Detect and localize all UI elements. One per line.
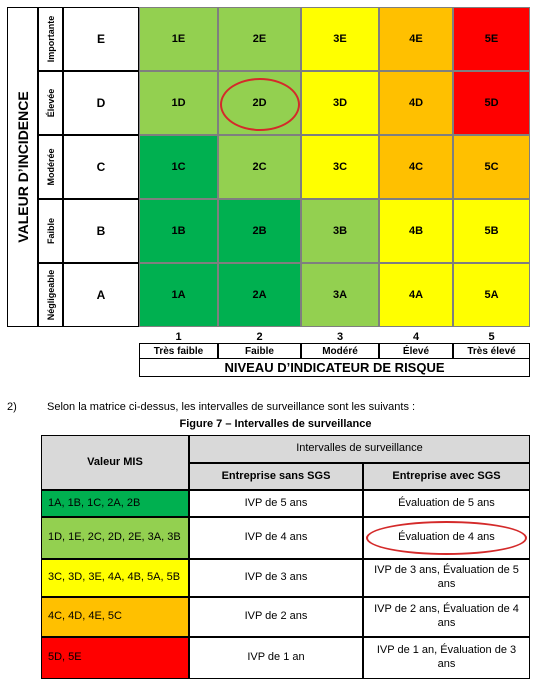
- x-axis-number-4: 4: [412, 331, 420, 343]
- x-axis-label-faible: Faible: [218, 343, 301, 359]
- figure-title: Figure 7 – Intervalles de surveillance: [179, 418, 372, 430]
- x-axis-label-tres-eleve: Très élevé: [453, 343, 530, 359]
- impact-level-elevee: [38, 71, 63, 135]
- impact-letter-c: C: [63, 135, 139, 199]
- impact-letter-a: A: [63, 263, 139, 327]
- impact-level-importante: [38, 7, 63, 71]
- avec-sgs-cell: IVP de 3 ans, Évaluation de 5 ans: [363, 559, 530, 597]
- matrix-cell-4e: 4E: [379, 7, 453, 71]
- x-axis-number-2: 2: [256, 331, 263, 343]
- sans-sgs-cell: IVP de 3 ans: [189, 559, 363, 597]
- matrix-cell-4d: 4D: [379, 71, 453, 135]
- matrix-cell-2e: 2E: [218, 7, 301, 71]
- matrix-cell-3c: 3C: [301, 135, 379, 199]
- impact-level-label: Faible: [45, 217, 56, 245]
- avec-sgs-cell: IVP de 2 ans, Évaluation de 4 ans: [363, 597, 530, 637]
- header-avec-sgs: Entreprise avec SGS: [363, 463, 530, 490]
- mis-values-cell: 4C, 4D, 4E, 5C: [41, 597, 189, 637]
- mis-values-cell: 1D, 1E, 2C, 2D, 2E, 3A, 3B: [41, 517, 189, 559]
- sans-sgs-cell: IVP de 2 ans: [189, 597, 363, 637]
- sans-sgs-cell: IVP de 5 ans: [189, 490, 363, 517]
- matrix-cell-4c: 4C: [379, 135, 453, 199]
- mis-values-cell: 5D, 5E: [41, 637, 189, 679]
- highlight-ellipse-2d: [220, 78, 300, 131]
- matrix-cell-1e: 1E: [139, 7, 218, 71]
- y-axis-title: VALEUR D’INCIDENCE: [14, 91, 31, 243]
- x-axis-label-eleve: Élevé: [379, 343, 453, 359]
- matrix-cell-5e: 5E: [453, 7, 530, 71]
- matrix-cell-3b: 3B: [301, 199, 379, 263]
- x-axis-label-tres-faible: Très faible: [139, 343, 218, 359]
- matrix-cell-2c: 2C: [218, 135, 301, 199]
- impact-level-label: Élevée: [45, 88, 56, 118]
- impact-level-label: Importante: [45, 15, 56, 63]
- matrix-cell-5d: 5D: [453, 71, 530, 135]
- matrix-cell-1b: 1B: [139, 199, 218, 263]
- header-valeur-mis: Valeur MIS: [41, 435, 189, 490]
- header-sans-sgs: Entreprise sans SGS: [189, 463, 363, 490]
- sans-sgs-cell: IVP de 1 an: [189, 637, 363, 679]
- header-intervalles: Intervalles de surveillance: [189, 435, 530, 463]
- sans-sgs-cell: IVP de 4 ans: [189, 517, 363, 559]
- x-axis-title: NIVEAU D’INDICATEUR DE RISQUE: [139, 358, 530, 377]
- matrix-cell-2a: 2A: [218, 263, 301, 327]
- y-axis-title-box: [7, 7, 38, 327]
- paragraph-number: 2): [7, 401, 17, 413]
- impact-letter-b: B: [63, 199, 139, 263]
- matrix-cell-1c: 1C: [139, 135, 218, 199]
- avec-sgs-cell: IVP de 1 an, Évaluation de 3 ans: [363, 637, 530, 679]
- matrix-cell-5c: 5C: [453, 135, 530, 199]
- matrix-cell-3e: 3E: [301, 7, 379, 71]
- matrix-cell-4b: 4B: [379, 199, 453, 263]
- matrix-cell-2b: 2B: [218, 199, 301, 263]
- impact-letter-d: D: [63, 71, 139, 135]
- mis-values-cell: 1A, 1B, 1C, 2A, 2B: [41, 490, 189, 517]
- matrix-cell-3a: 3A: [301, 263, 379, 327]
- impact-level-label: Négligeable: [45, 269, 56, 321]
- matrix-cell-3d: 3D: [301, 71, 379, 135]
- x-axis-number-3: 3: [336, 331, 344, 343]
- highlight-ellipse-row-4-ans: [366, 521, 527, 555]
- paragraph-text: Selon la matrice ci-dessus, les intervalles de surveillance sont les suivants :: [47, 401, 416, 413]
- matrix-cell-1a: 1A: [139, 263, 218, 327]
- impact-letter-e: E: [63, 7, 139, 71]
- avec-sgs-cell: Évaluation de 4 ans: [363, 517, 530, 559]
- matrix-cell-5a: 5A: [453, 263, 530, 327]
- matrix-cell-5b: 5B: [453, 199, 530, 263]
- x-axis-label-modere: Modéré: [301, 343, 379, 359]
- x-axis-number-1: 1: [175, 331, 182, 343]
- x-axis-number-5: 5: [488, 331, 495, 343]
- impact-level-label: Modérée: [45, 148, 56, 186]
- avec-sgs-cell: Évaluation de 5 ans: [363, 490, 530, 517]
- impact-level-negligeable: [38, 263, 63, 327]
- impact-level-faible: [38, 199, 63, 263]
- matrix-cell-2d: 2D: [218, 71, 301, 135]
- matrix-cell-4a: 4A: [379, 263, 453, 327]
- impact-level-moderee: [38, 135, 63, 199]
- mis-values-cell: 3C, 3D, 3E, 4A, 4B, 5A, 5B: [41, 559, 189, 597]
- matrix-cell-1d: 1D: [139, 71, 218, 135]
